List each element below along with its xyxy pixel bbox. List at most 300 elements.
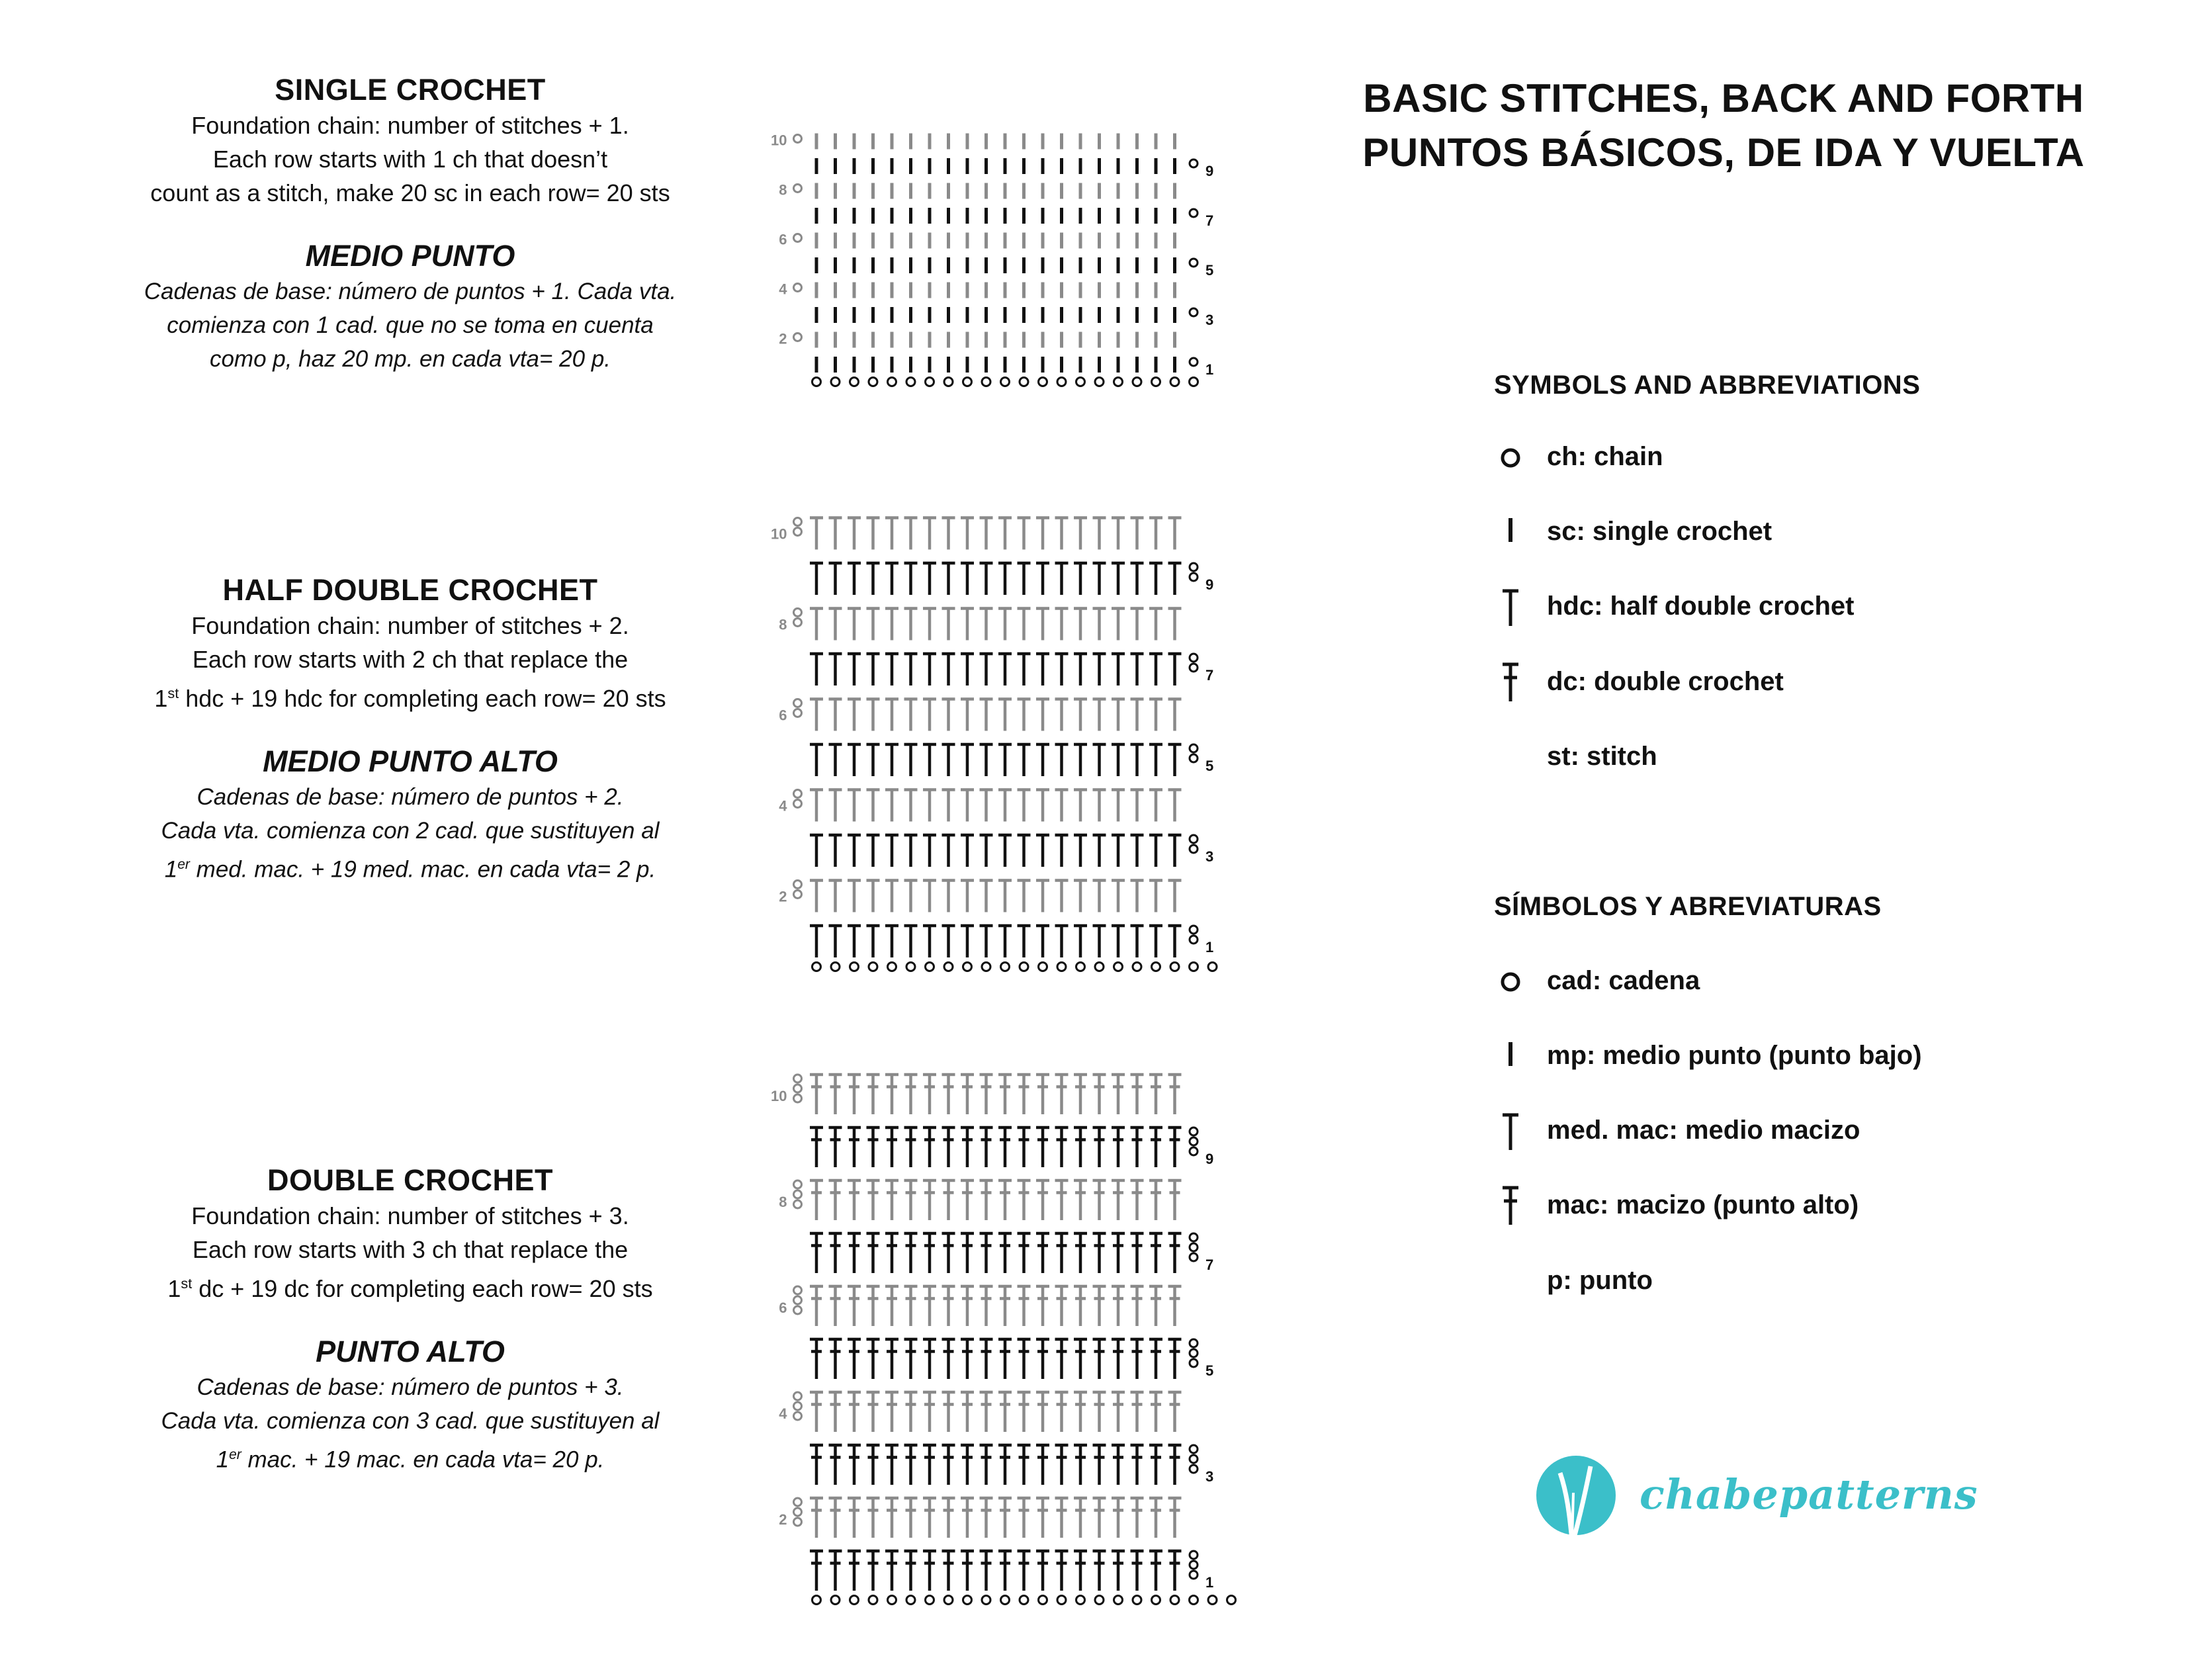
sc-text-es-2: comienza con 1 cad. que no se toma en cuenta — [167, 312, 654, 338]
dc-stitch — [980, 1338, 993, 1379]
dc-stitch — [904, 1285, 918, 1326]
dc-stitch — [923, 1444, 936, 1485]
dc-stitch — [1055, 1126, 1069, 1167]
symbol-row-dc — [1494, 662, 2089, 701]
hdc-stitch — [885, 789, 898, 822]
hdc-stitch — [1168, 562, 1182, 595]
row-number-label: 3 — [1205, 1468, 1214, 1485]
dc-stitch — [1149, 1126, 1162, 1167]
dc-stitch — [829, 1391, 842, 1432]
hdc-stitch — [980, 607, 993, 641]
dc-stitch — [923, 1126, 936, 1167]
hdc-icon — [1494, 586, 1527, 626]
title-line-en: BASIC STITCHES, BACK AND FORTH — [1363, 76, 2084, 120]
row-number-label: 8 — [779, 616, 787, 633]
dc-stitch — [1074, 1497, 1087, 1538]
hdc-title-es: MEDIO PUNTO ALTO — [263, 744, 558, 778]
dc-stitch — [810, 1126, 823, 1167]
dc-stitch — [848, 1338, 861, 1379]
dc-stitch — [1036, 1179, 1049, 1220]
dc-stitch — [1093, 1338, 1106, 1379]
hdc-stitch — [810, 607, 823, 641]
dc-stitch — [1055, 1497, 1069, 1538]
hdc-stitch — [1055, 834, 1069, 867]
dc-description — [66, 1162, 754, 1477]
hdc-stitch — [1168, 879, 1182, 912]
hdc-text-es-2: Cada vta. comienza con 2 cad. que sustituyen al — [161, 818, 660, 844]
dc-stitch — [1149, 1550, 1162, 1591]
dc-stitch — [1149, 1497, 1162, 1538]
dc-stitch — [1168, 1285, 1182, 1326]
turning-chain-mark — [1190, 1445, 1198, 1453]
hdc-stitch — [1074, 652, 1087, 685]
foundation-chain-mark — [1020, 1596, 1028, 1605]
dc-stitch — [1131, 1497, 1144, 1538]
hdc-stitch — [1168, 698, 1182, 731]
hdc-stitch — [885, 607, 898, 641]
hdc-stitch — [998, 924, 1012, 957]
dc-stitch — [1036, 1126, 1049, 1167]
hdc-stitch — [1036, 607, 1049, 641]
dc-stitch — [904, 1232, 918, 1273]
hdc-text-en-3: 1st hdc + 19 hdc for completing each row= 20 sts — [154, 685, 666, 712]
dc-stitch — [810, 1179, 823, 1220]
dc-text-es-3: 1er mac. + 19 mac. en cada vta= 20 p. — [216, 1446, 605, 1473]
turning-chain-mark — [1190, 1561, 1198, 1569]
foundation-chain-mark — [1152, 378, 1160, 386]
hdc-stitch — [1131, 924, 1144, 957]
hdc-stitch — [1131, 789, 1144, 822]
turning-chain-mark — [794, 881, 802, 889]
foundation-chain-mark — [1095, 1596, 1104, 1605]
dc-stitch — [1093, 1285, 1106, 1326]
foundation-chain-mark — [963, 378, 972, 386]
hdc-stitch — [980, 743, 993, 776]
turning-chain-mark — [794, 1402, 802, 1410]
hdc-stitch — [961, 834, 974, 867]
hdc-stitch — [961, 789, 974, 822]
foundation-chain-mark — [982, 378, 990, 386]
hdc-stitch — [810, 652, 823, 685]
dc-stitch — [923, 1550, 936, 1591]
hdc-stitch — [1036, 879, 1049, 912]
dc-stitch — [885, 1285, 898, 1326]
dc-stitch — [1112, 1338, 1125, 1379]
hdc-stitch — [1131, 743, 1144, 776]
dc-stitch — [942, 1232, 955, 1273]
dc-stitch — [1131, 1179, 1144, 1220]
dc-stitch — [1093, 1444, 1106, 1485]
dc-stitch — [848, 1232, 861, 1273]
hdc-stitch — [942, 879, 955, 912]
hdc-stitch — [885, 879, 898, 912]
turning-chain-mark — [794, 1286, 802, 1294]
hdc-stitch — [867, 879, 880, 912]
hdc-stitch — [923, 698, 936, 731]
dc-stitch — [961, 1285, 974, 1326]
hdc-stitch — [1036, 562, 1049, 595]
dc-stitch — [885, 1232, 898, 1273]
foundation-chain-mark — [1133, 963, 1141, 971]
dc-stitch — [848, 1073, 861, 1114]
foundation-chain-mark — [1133, 1596, 1141, 1605]
foundation-chain-mark — [944, 1596, 953, 1605]
dc-stitch — [1131, 1232, 1144, 1273]
dc-stitch — [1074, 1285, 1087, 1326]
hdc-title-en: HALF DOUBLE CROCHET — [222, 573, 598, 607]
hdc-stitch — [1149, 879, 1162, 912]
hdc-stitch — [1112, 789, 1125, 822]
dc-stitch — [1112, 1073, 1125, 1114]
dc-stitch — [848, 1179, 861, 1220]
hdc-stitch — [1131, 698, 1144, 731]
sc-text-en-3: count as a stitch, make 20 sc in each row= 20 sts — [150, 179, 670, 206]
hdc-stitch — [1149, 698, 1162, 731]
dc-stitch — [1018, 1497, 1031, 1538]
dc-text-en-2: Each row starts with 3 ch that replace the — [192, 1236, 629, 1263]
turning-chain-mark — [794, 709, 802, 717]
hdc-stitch — [942, 789, 955, 822]
hdc-stitch — [829, 789, 842, 822]
dc-stitch — [1036, 1232, 1049, 1273]
hdc-stitch — [904, 562, 918, 595]
foundation-chain-mark — [831, 378, 840, 386]
hdc-stitch — [980, 652, 993, 685]
foundation-chain-mark — [850, 1596, 859, 1605]
hdc-stitch — [1149, 607, 1162, 641]
turning-chain-mark — [1190, 159, 1198, 167]
dc-stitch — [980, 1285, 993, 1326]
hdc-stitch — [1036, 924, 1049, 957]
hdc-stitch — [867, 517, 880, 550]
hdc-stitch — [848, 789, 861, 822]
hdc-stitch — [1018, 517, 1031, 550]
foundation-chain-mark — [906, 1596, 915, 1605]
hdc-stitch — [867, 562, 880, 595]
dc-stitch — [1168, 1073, 1182, 1114]
hdc-stitch — [961, 607, 974, 641]
hdc-stitch — [1131, 517, 1144, 550]
dc-stitch — [885, 1497, 898, 1538]
hdc-stitch — [810, 834, 823, 867]
dc-stitch — [980, 1550, 993, 1591]
dc-stitch — [998, 1444, 1012, 1485]
dc-stitch — [848, 1391, 861, 1432]
dc-stitch — [1112, 1391, 1125, 1432]
foundation-chain-mark — [812, 963, 821, 971]
dc-stitch — [867, 1497, 880, 1538]
hdc-stitch — [1112, 652, 1125, 685]
hdc-stitch — [1074, 924, 1087, 957]
dc-stitch — [980, 1444, 993, 1485]
sc-text-en-1: Foundation chain: number of stitches + 1. — [191, 112, 629, 139]
dc-stitch — [1093, 1232, 1106, 1273]
hdc-stitch — [810, 743, 823, 776]
dc-stitch — [1149, 1338, 1162, 1379]
hdc-stitch — [904, 517, 918, 550]
hdc-stitch — [1112, 743, 1125, 776]
hdc-stitch — [980, 789, 993, 822]
dc-stitch — [961, 1073, 974, 1114]
hdc-stitch — [1112, 698, 1125, 731]
foundation-chain-mark — [812, 1596, 821, 1605]
dc-stitch — [1055, 1338, 1069, 1379]
dc-icon — [1494, 1185, 1527, 1225]
dc-stitch — [923, 1338, 936, 1379]
dc-stitch — [961, 1444, 974, 1485]
dc-stitch — [848, 1497, 861, 1538]
hdc-text-es-3: 1er med. mac. + 19 med. mac. en cada vta= 2 p. — [164, 856, 656, 883]
dc-stitch — [998, 1391, 1012, 1432]
logo-text: chabepatterns — [1640, 1470, 1978, 1519]
hdc-stitch — [829, 517, 842, 550]
dc-stitch — [1074, 1126, 1087, 1167]
sc-text-es-1: Cadenas de base: número de puntos + 1. Cada vta. — [144, 279, 677, 304]
hdc-stitch — [980, 698, 993, 731]
row-number-label: 10 — [771, 525, 787, 543]
foundation-chain-mark — [982, 1596, 990, 1605]
symbol-row-hdc — [1494, 586, 2089, 626]
turning-chain-mark — [1190, 926, 1198, 934]
dc-stitch — [1055, 1073, 1069, 1114]
dc-stitch — [1018, 1391, 1031, 1432]
dc-stitch — [942, 1497, 955, 1538]
dc-stitch — [998, 1179, 1012, 1220]
dc-stitch — [1036, 1550, 1049, 1591]
foundation-chain-mark — [963, 1596, 972, 1605]
foundation-chain-mark — [926, 378, 934, 386]
foundation-chain-mark — [906, 963, 915, 971]
row-number-label: 7 — [1205, 212, 1214, 229]
dc-stitch — [980, 1126, 993, 1167]
foundation-chain-mark — [850, 963, 859, 971]
symbol-label: mp: medio punto (punto bajo) — [1547, 1041, 1922, 1070]
hdc-stitch — [867, 607, 880, 641]
hdc-stitch — [1149, 834, 1162, 867]
dc-stitch — [810, 1550, 823, 1591]
dc-stitch — [1093, 1550, 1106, 1591]
hdc-stitch — [961, 562, 974, 595]
foundation-chain-mark — [963, 963, 972, 971]
turning-chain-mark — [794, 1306, 802, 1314]
turning-chain-mark — [1190, 744, 1198, 752]
dc-text-en-3: 1st dc + 19 dc for completing each row= 20 sts — [167, 1275, 653, 1302]
hdc-stitch — [1055, 517, 1069, 550]
turning-chain-mark — [794, 1508, 802, 1516]
turning-chain-mark — [794, 1094, 802, 1102]
dc-stitch — [998, 1232, 1012, 1273]
dc-stitch — [1036, 1444, 1049, 1485]
dc-stitch — [961, 1126, 974, 1167]
dc-stitch — [942, 1444, 955, 1485]
dc-stitch — [1131, 1073, 1144, 1114]
row-number-label: 1 — [1205, 939, 1214, 955]
hdc-stitch — [1055, 743, 1069, 776]
dc-stitch — [1055, 1444, 1069, 1485]
hdc-stitch — [885, 517, 898, 550]
hdc-stitch — [1093, 743, 1106, 776]
dc-stitch — [867, 1232, 880, 1273]
turning-chain-mark — [794, 891, 802, 899]
dc-stitch — [904, 1497, 918, 1538]
hdc-stitch — [904, 924, 918, 957]
dc-stitch — [829, 1126, 842, 1167]
hdc-stitch — [848, 517, 861, 550]
dc-stitch — [885, 1391, 898, 1432]
hdc-stitch — [1093, 789, 1106, 822]
turning-chain-mark — [1190, 259, 1198, 267]
hdc-stitch — [829, 607, 842, 641]
hdc-stitch — [867, 652, 880, 685]
hdc-stitch — [848, 834, 861, 867]
sc-description — [66, 71, 754, 376]
dc-stitch — [848, 1444, 861, 1485]
dc-stitch — [923, 1391, 936, 1432]
foundation-chain-mark — [1020, 963, 1028, 971]
foundation-chain-mark — [1227, 1596, 1236, 1605]
foundation-chain-mark — [1001, 963, 1010, 971]
dc-text-es-2: Cada vta. comienza con 3 cad. que sustituyen al — [161, 1408, 660, 1434]
dc-stitch — [904, 1073, 918, 1114]
dc-text-en-1: Foundation chain: number of stitches + 3. — [191, 1202, 629, 1229]
dc-stitch — [1018, 1073, 1031, 1114]
hdc-stitch — [1055, 698, 1069, 731]
dc-chart — [761, 1059, 1224, 1621]
dc-stitch — [1036, 1497, 1049, 1538]
turning-chain-mark — [794, 1392, 802, 1400]
row-number-label: 9 — [1205, 576, 1214, 593]
hdc-stitch — [1036, 517, 1049, 550]
dc-stitch — [1018, 1179, 1031, 1220]
hdc-stitch — [1055, 879, 1069, 912]
turning-chain-mark — [794, 790, 802, 798]
foundation-chain-mark — [888, 378, 897, 386]
hdc-stitch — [961, 924, 974, 957]
hdc-description — [66, 572, 754, 887]
foundation-chain-mark — [1190, 1596, 1198, 1605]
turning-chain-mark — [1190, 1253, 1198, 1261]
turning-chain-mark — [1190, 1551, 1198, 1559]
hdc-stitch — [1112, 517, 1125, 550]
dc-stitch — [1112, 1285, 1125, 1326]
dc-stitch — [885, 1179, 898, 1220]
foundation-chain-mark — [831, 1596, 840, 1605]
foundation-chain-mark — [1039, 378, 1047, 386]
dc-stitch — [1131, 1550, 1144, 1591]
dc-stitch — [961, 1338, 974, 1379]
hdc-stitch — [1168, 924, 1182, 957]
dc-stitch — [1074, 1232, 1087, 1273]
symbol-label: ch: chain — [1547, 442, 1663, 471]
hdc-stitch — [848, 562, 861, 595]
dc-stitch — [867, 1285, 880, 1326]
row-number-label: 6 — [779, 1300, 787, 1316]
dc-stitch — [829, 1338, 842, 1379]
hdc-stitch — [998, 562, 1012, 595]
dc-stitch — [904, 1179, 918, 1220]
hdc-stitch — [1168, 517, 1182, 550]
chabepatterns-logo-icon — [1534, 1453, 1626, 1546]
foundation-chain-mark — [906, 378, 915, 386]
hdc-stitch — [1018, 879, 1031, 912]
dc-stitch — [1055, 1232, 1069, 1273]
dc-stitch — [961, 1391, 974, 1432]
dc-stitch — [810, 1444, 823, 1485]
turning-chain-mark — [1190, 1339, 1198, 1347]
symbol-row-cad — [1494, 961, 2089, 1000]
dc-stitch — [867, 1338, 880, 1379]
hdc-stitch — [961, 698, 974, 731]
dc-stitch — [904, 1338, 918, 1379]
dc-stitch — [1093, 1179, 1106, 1220]
symbol-row-p — [1494, 1260, 2089, 1300]
hdc-stitch — [867, 789, 880, 822]
foundation-chain-mark — [944, 378, 953, 386]
dc-stitch — [1112, 1497, 1125, 1538]
hdc-stitch — [904, 698, 918, 731]
foundation-chain-mark — [1152, 1596, 1160, 1605]
dc-stitch — [923, 1179, 936, 1220]
hdc-stitch — [904, 789, 918, 822]
turning-chain-mark — [794, 1412, 802, 1420]
hdc-stitch — [904, 743, 918, 776]
hdc-stitch — [1018, 924, 1031, 957]
symbol-row-st — [1494, 736, 2089, 776]
hdc-stitch — [923, 562, 936, 595]
foundation-chain-mark — [1114, 963, 1123, 971]
dc-stitch — [885, 1444, 898, 1485]
dc-stitch — [942, 1285, 955, 1326]
dc-stitch — [1112, 1126, 1125, 1167]
hdc-stitch — [923, 879, 936, 912]
dc-stitch — [904, 1550, 918, 1591]
dc-stitch — [1168, 1444, 1182, 1485]
foundation-chain-mark — [1001, 1596, 1010, 1605]
hdc-stitch — [1168, 743, 1182, 776]
hdc-stitch — [1149, 562, 1162, 595]
hdc-stitch — [1112, 924, 1125, 957]
foundation-chain-mark — [888, 963, 897, 971]
hdc-stitch — [1168, 607, 1182, 641]
turning-chain-mark — [1190, 936, 1198, 944]
hdc-stitch — [810, 517, 823, 550]
dc-stitch — [829, 1073, 842, 1114]
turning-chain-mark — [1190, 1571, 1198, 1579]
hdc-stitch — [829, 652, 842, 685]
hdc-stitch — [980, 517, 993, 550]
dc-stitch — [904, 1444, 918, 1485]
hdc-stitch — [867, 924, 880, 957]
turning-chain-mark — [794, 284, 802, 292]
hdc-stitch — [904, 834, 918, 867]
turning-chain-mark — [1190, 664, 1198, 672]
turning-chain-mark — [1190, 754, 1198, 762]
turning-chain-mark — [794, 1084, 802, 1092]
hdc-stitch — [904, 879, 918, 912]
foundation-chain-mark — [1076, 378, 1085, 386]
hdc-stitch — [1074, 562, 1087, 595]
hdc-stitch — [885, 562, 898, 595]
hdc-stitch — [942, 517, 955, 550]
foundation-chain-mark — [1208, 963, 1217, 971]
row-number-label: 4 — [779, 1405, 787, 1422]
sc-icon — [1494, 511, 1527, 551]
symbol-label: p: punto — [1547, 1266, 1653, 1295]
turning-chain-mark — [794, 1200, 802, 1208]
dc-stitch — [810, 1232, 823, 1273]
symbol-row-sc — [1494, 511, 2089, 551]
chain-icon — [1494, 961, 1527, 1000]
